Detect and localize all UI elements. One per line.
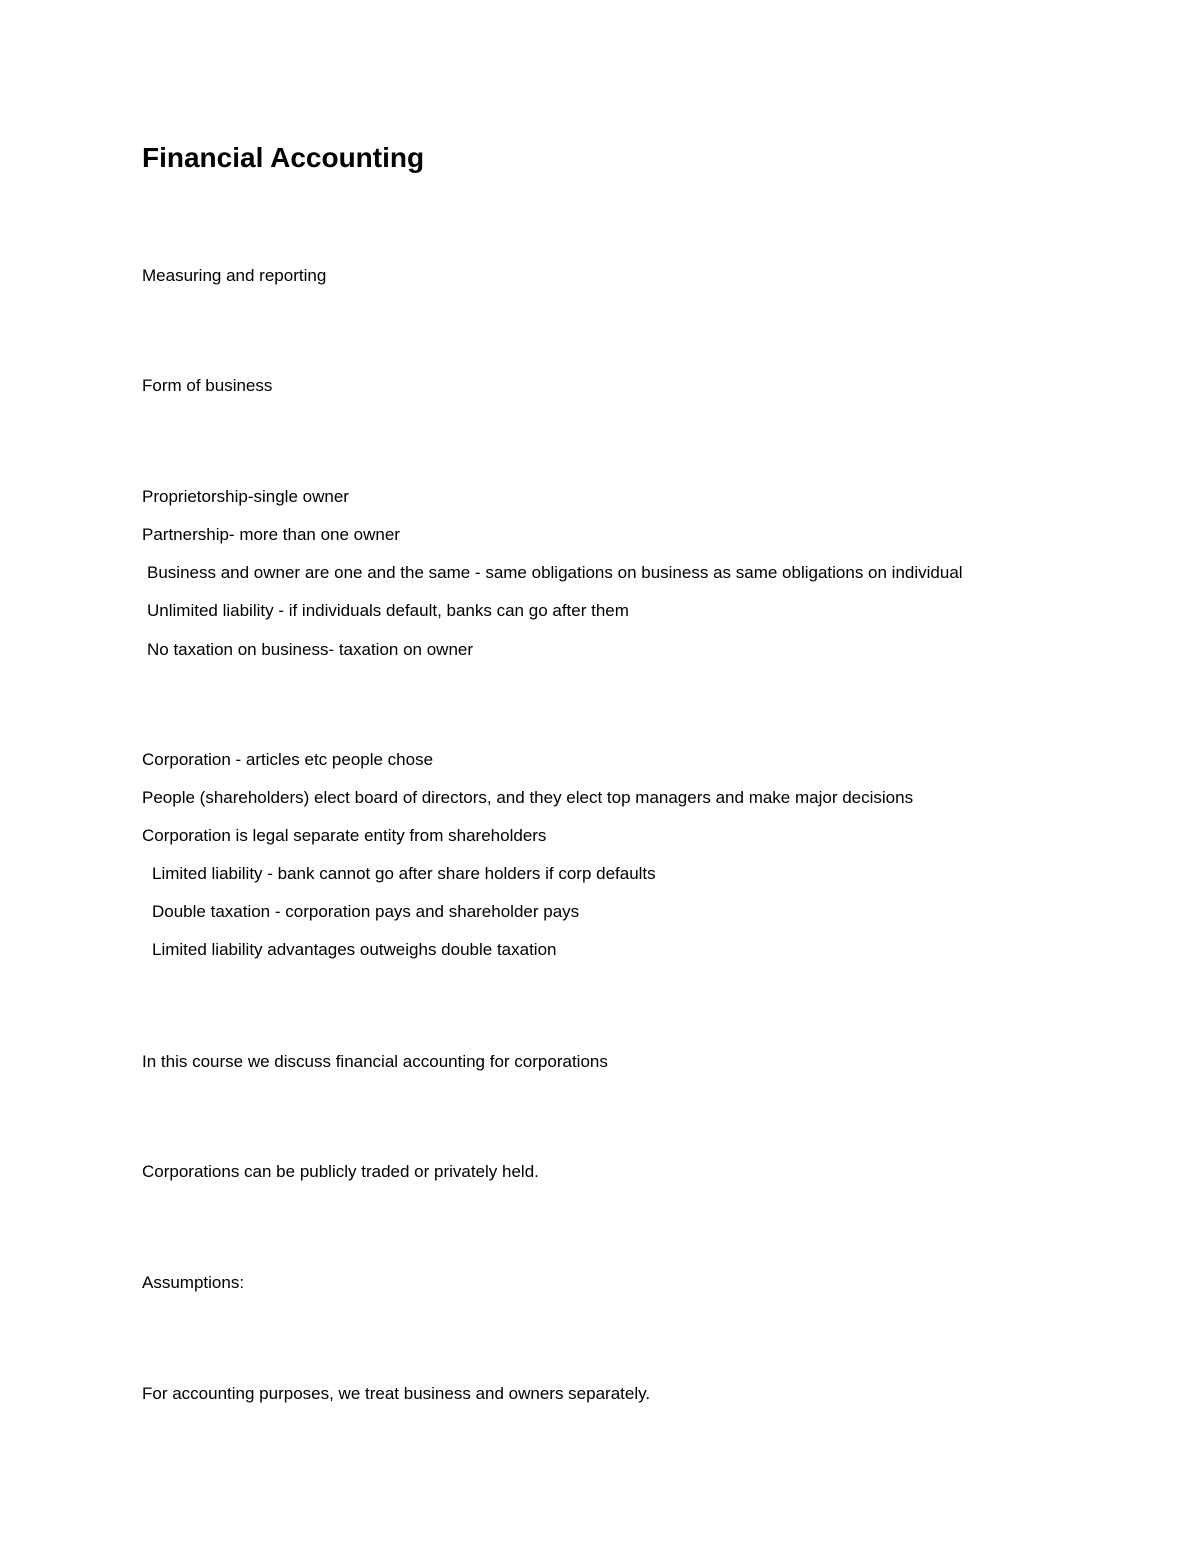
text-line: Corporations can be publicly traded or privately held. bbox=[142, 1162, 539, 1181]
text-line: In this course we discuss financial accounting for corporations bbox=[142, 1052, 608, 1071]
text-line: Assumptions: bbox=[142, 1273, 245, 1292]
document-title: Financial Accounting bbox=[142, 142, 425, 173]
text-line: Corporation - articles etc people chose bbox=[142, 750, 434, 769]
text-line: For accounting purposes, we treat business and owners separately. bbox=[142, 1384, 651, 1403]
text-line-indented: Unlimited liability - if individuals default, banks can go after them bbox=[147, 601, 629, 620]
text-line: Form of business bbox=[142, 376, 273, 395]
text-line: Measuring and reporting bbox=[142, 266, 327, 285]
text-line-indented: Limited liability - bank cannot go after share holders if corp defaults bbox=[152, 864, 656, 883]
text-line-indented: Business and owner are one and the same - same obligations on business as same obligations on individual bbox=[147, 563, 963, 582]
text-line: People (shareholders) elect board of directors, and they elect top managers and make major decisions bbox=[142, 788, 914, 807]
text-line-indented: Double taxation - corporation pays and shareholder pays bbox=[152, 902, 580, 921]
text-line: Corporation is legal separate entity from shareholders bbox=[142, 826, 547, 845]
text-line: Partnership- more than one owner bbox=[142, 525, 400, 544]
text-line-indented: No taxation on business- taxation on owner bbox=[147, 640, 474, 659]
text-line: Proprietorship-single owner bbox=[142, 487, 349, 506]
text-line-indented: Limited liability advantages outweighs double taxation bbox=[152, 940, 557, 959]
